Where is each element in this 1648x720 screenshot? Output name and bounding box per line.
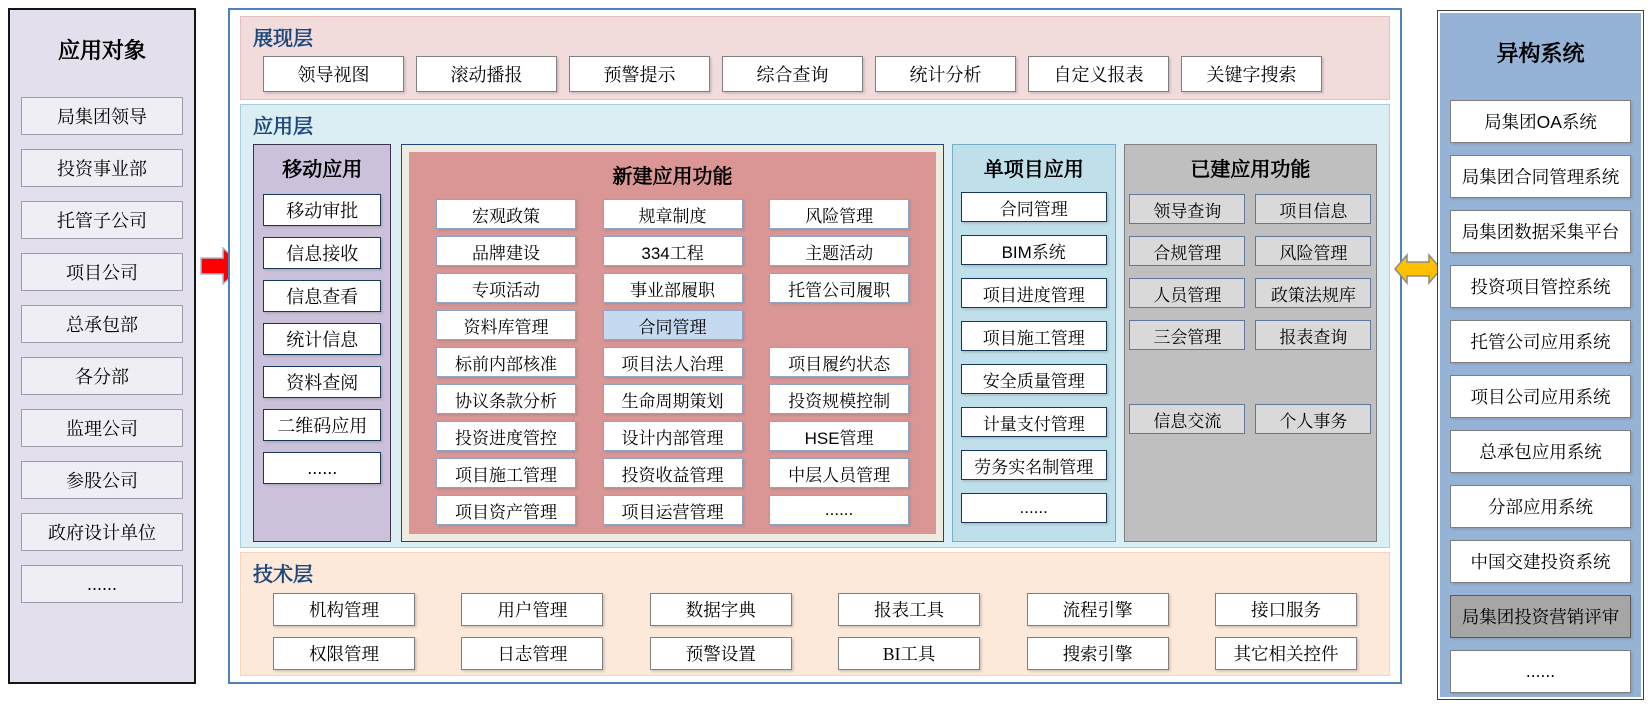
- list-item: 项目资产管理: [436, 495, 576, 525]
- list-item: 资料查阅: [263, 366, 381, 398]
- list-item: 流程引擎: [1027, 593, 1169, 626]
- list-item: 统计信息: [263, 323, 381, 355]
- list-item: 项目公司应用系统: [1450, 375, 1631, 418]
- mobile-app-list: [254, 194, 390, 484]
- list-item: 报表工具: [838, 593, 980, 626]
- list-item: 计量支付管理: [961, 407, 1107, 437]
- list-item: 项目公司: [21, 253, 183, 291]
- list-item: ......: [21, 565, 183, 603]
- new-functions-column-1: [436, 199, 576, 525]
- list-item: 投资进度管控: [436, 421, 576, 451]
- presentation-layer-label: 展现层: [253, 28, 313, 50]
- list-item: 接口服务: [1215, 593, 1357, 626]
- list-item: 二维码应用: [263, 409, 381, 441]
- new-functions-title: 新建应用功能: [612, 166, 733, 188]
- new-functions-column-2: [603, 199, 743, 525]
- technology-items: [253, 593, 1377, 670]
- single-project-title: 单项目应用: [983, 159, 1084, 181]
- list-item: 权限管理: [273, 637, 415, 670]
- application-objects-title: 应用对象: [57, 38, 146, 63]
- platform-panel: [228, 8, 1402, 684]
- built-functions-grid: [1125, 194, 1376, 434]
- list-item: 协议条款分析: [436, 384, 576, 414]
- list-item: 合规管理: [1129, 236, 1245, 266]
- list-item: BI工具: [838, 637, 980, 670]
- list-item: 用户管理: [461, 593, 603, 626]
- new-functions-panel: [409, 152, 935, 534]
- list-item: 局集团领导: [21, 97, 183, 135]
- list-item: 总承包应用系统: [1450, 430, 1631, 473]
- application-objects-panel: [8, 8, 196, 684]
- presentation-items: [253, 56, 1377, 92]
- list-item: 资料库管理: [436, 310, 576, 340]
- list-item: 其它相关控件: [1215, 637, 1357, 670]
- list-item: 政策法规库: [1255, 278, 1371, 308]
- list-item: 领导视图: [263, 56, 404, 92]
- list-item: 投资规模控制: [769, 384, 909, 414]
- list-item: 中国交建投资系统: [1450, 540, 1631, 583]
- built-functions-panel: [1124, 144, 1377, 542]
- single-project-list: [953, 192, 1115, 523]
- heterogeneous-systems-title: 异构系统: [1496, 41, 1585, 66]
- list-item: 中层人员管理: [769, 458, 909, 488]
- built-functions-title: 已建应用功能: [1190, 159, 1311, 181]
- application-layer: [240, 104, 1390, 548]
- list-item: 宏观政策: [436, 199, 576, 229]
- list-item: 三会管理: [1129, 320, 1245, 350]
- list-item: 搜索引擎: [1027, 637, 1169, 670]
- list-item: 投资事业部: [21, 149, 183, 187]
- heterogeneous-systems-list: [1438, 100, 1643, 693]
- list-item: HSE管理: [769, 421, 909, 451]
- list-item: 信息查看: [263, 280, 381, 312]
- list-item: 报表查询: [1255, 320, 1371, 350]
- list-item: 生命周期策划: [603, 384, 743, 414]
- list-item: 总承包部: [21, 305, 183, 343]
- mobile-app-title: 移动应用: [282, 159, 363, 181]
- list-item: 机构管理: [273, 593, 415, 626]
- list-item: 自定义报表: [1028, 56, 1169, 92]
- list-item: 预警提示: [569, 56, 710, 92]
- mobile-app-panel: [253, 144, 391, 542]
- list-item: 合同管理: [603, 310, 743, 340]
- list-item: 项目进度管理: [961, 278, 1107, 308]
- list-item: 事业部履职: [603, 273, 743, 303]
- list-item: 各分部: [21, 357, 183, 395]
- list-item: 项目法人治理: [603, 347, 743, 377]
- list-item: 合同管理: [961, 192, 1107, 222]
- list-item: 参股公司: [21, 461, 183, 499]
- list-item: 局集团OA系统: [1450, 100, 1631, 143]
- list-item: ......: [263, 452, 381, 484]
- new-functions-column-3: [769, 199, 909, 525]
- list-item: 劳务实名制管理: [961, 450, 1107, 480]
- list-item: 移动审批: [263, 194, 381, 226]
- list-item: 品牌建设: [436, 236, 576, 266]
- list-item: 监理公司: [21, 409, 183, 447]
- new-functions-columns: [409, 199, 935, 525]
- list-item: 托管公司履职: [769, 273, 909, 303]
- application-panels: [253, 144, 1377, 542]
- single-project-panel: [952, 144, 1116, 542]
- technology-layer-label: 技术层: [253, 564, 313, 586]
- list-item: 个人事务: [1255, 404, 1371, 434]
- list-item: 托管子公司: [21, 201, 183, 239]
- technology-layer: [240, 552, 1390, 676]
- list-item: 主题活动: [769, 236, 909, 266]
- list-item: 局集团数据采集平台: [1450, 210, 1631, 253]
- list-item: ......: [1450, 650, 1631, 693]
- list-item: 信息交流: [1129, 404, 1245, 434]
- list-item: ......: [961, 493, 1107, 523]
- list-item: 局集团合同管理系统: [1450, 155, 1631, 198]
- list-item: 局集团投资营销评审: [1450, 595, 1631, 638]
- list-item: 关键字搜索: [1181, 56, 1322, 92]
- presentation-layer: [240, 16, 1390, 100]
- list-item: 项目履约状态: [769, 347, 909, 377]
- list-item: 规章制度: [603, 199, 743, 229]
- list-item: 领导查询: [1129, 194, 1245, 224]
- list-item: 数据字典: [650, 593, 792, 626]
- list-item: 项目施工管理: [436, 458, 576, 488]
- list-item: 分部应用系统: [1450, 485, 1631, 528]
- heterogeneous-systems-panel: [1437, 10, 1644, 700]
- sync-double-arrow-icon: [1394, 249, 1442, 289]
- list-item: 项目信息: [1255, 194, 1371, 224]
- list-item: 预警设置: [650, 637, 792, 670]
- list-item: 投资收益管理: [603, 458, 743, 488]
- list-item: 政府设计单位: [21, 513, 183, 551]
- list-item: BIM系统: [961, 235, 1107, 265]
- list-item: 项目施工管理: [961, 321, 1107, 351]
- new-functions-frame: [401, 144, 943, 542]
- list-item: 安全质量管理: [961, 364, 1107, 394]
- list-item: 统计分析: [875, 56, 1016, 92]
- application-layer-label: 应用层: [253, 116, 313, 138]
- list-item: 标前内部核准: [436, 347, 576, 377]
- list-item: 投资项目管控系统: [1450, 265, 1631, 308]
- list-item: 滚动播报: [416, 56, 557, 92]
- list-item: 人员管理: [1129, 278, 1245, 308]
- application-objects-list: [10, 97, 194, 603]
- list-item: 综合查询: [722, 56, 863, 92]
- list-item: ......: [769, 495, 909, 525]
- list-item: 日志管理: [461, 637, 603, 670]
- list-item: 专项活动: [436, 273, 576, 303]
- list-item: 信息接收: [263, 237, 381, 269]
- list-item: 风险管理: [1255, 236, 1371, 266]
- list-item: 风险管理: [769, 199, 909, 229]
- list-item: 项目运营管理: [603, 495, 743, 525]
- list-item: 334工程: [603, 236, 743, 266]
- list-item: 托管公司应用系统: [1450, 320, 1631, 363]
- list-item: 设计内部管理: [603, 421, 743, 451]
